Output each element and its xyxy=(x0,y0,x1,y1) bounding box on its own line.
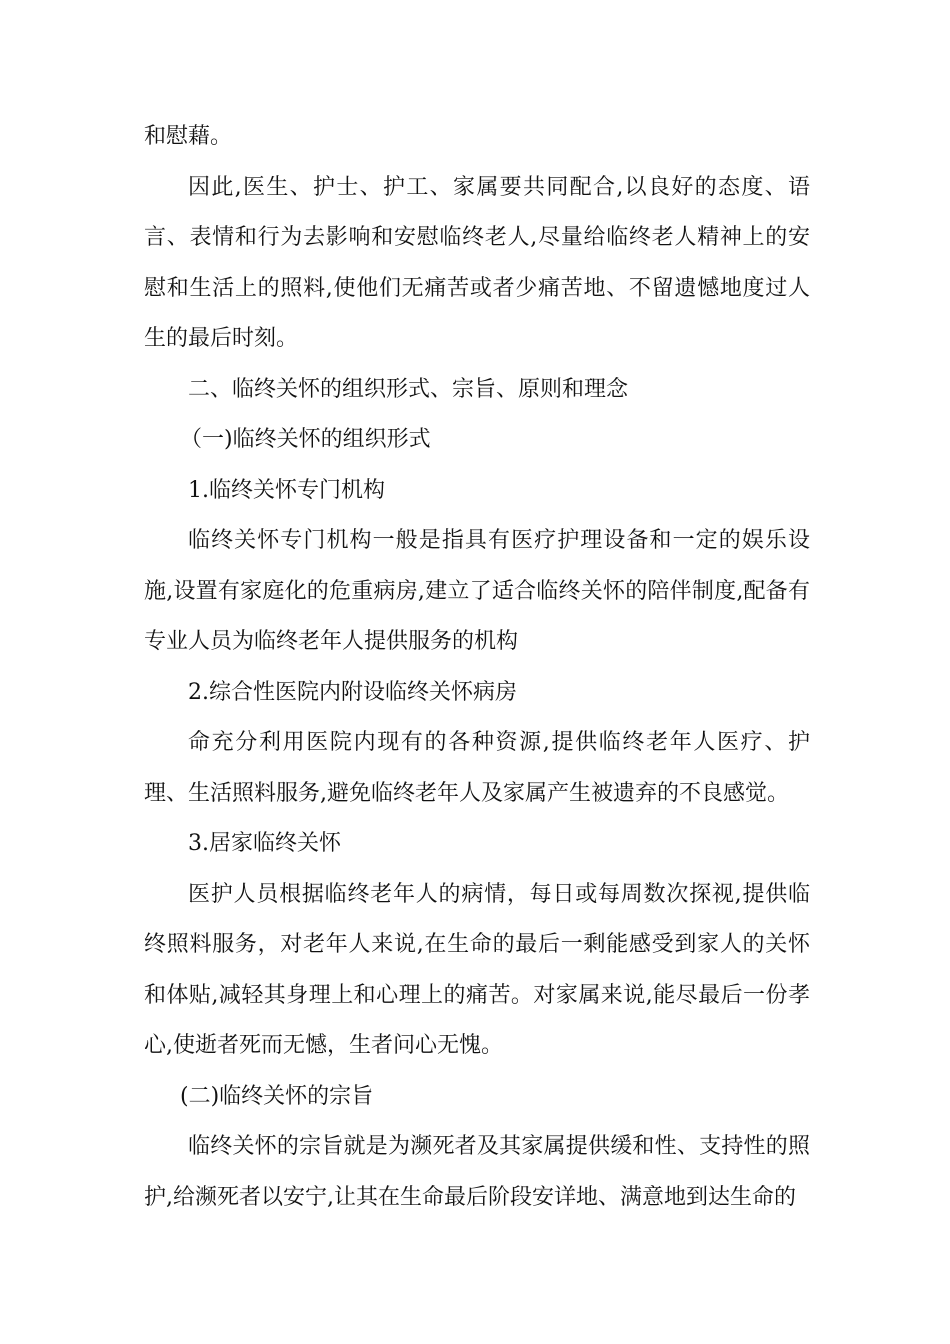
paragraph-care-cooperation: 因此,医生、护士、护工、家属要共同配合,以良好的态度、语言、表情和行为去影响和安慰临终老人,尽量给临终老人精神上的安慰和生活上的照料,使他们无痛苦或者少痛苦地、不留遗憾地度过人生的最后时刻。 xyxy=(144,174,810,351)
section-heading-organization: 二、临终关怀的组织形式、宗旨、原则和理念 xyxy=(188,376,629,402)
subsection-heading-purpose: (二)临终关怀的宗旨 xyxy=(180,1083,374,1109)
item-heading-home-care: 3.居家临终关怀 xyxy=(188,831,341,856)
item-heading-hospital-ward: 2.综合性医院内附设临终关怀病房 xyxy=(188,679,517,705)
subsection-heading-forms: （一)临终关怀的组织形式 xyxy=(180,427,431,452)
paragraph-continuation: 和慰藉。 xyxy=(144,124,233,149)
paragraph-dedicated-institution: 临终关怀专门机构一般是指具有医疗护理设备和一定的娱乐设施,设置有家庭化的危重病房,建立了适合临终关怀的陪伴制度,配备有专业人员为临终老年人提供服务的机构 xyxy=(144,528,810,654)
paragraph-home-care: 医护人员根据临终老年人的病情，每日或每周数次探视,提供临终照料服务，对老年人来说,在生命的最后一剩能感受到家人的关怀和体贴,减轻其身理上和心理上的痛苦。对家属来说,能尽最后一份孝心,使逝者死而无憾，生者问心无愧。 xyxy=(144,881,810,1058)
item-heading-dedicated-institution: 1.临终关怀专门机构 xyxy=(188,477,385,503)
document-body xyxy=(144,112,810,1223)
paragraph-purpose: 临终关怀的宗旨就是为濒死者及其家属提供缓和性、支持性的照护,给濒死者以安宁,让其在生命最后阶段安详地、满意地到达生命的 xyxy=(144,1134,810,1210)
paragraph-hospital-ward: 命充分利用医院内现有的各种资源,提供临终老年人医疗、护理、生活照料服务,避免临终老年人及家属产生被遗弃的不良感觉。 xyxy=(144,730,810,806)
